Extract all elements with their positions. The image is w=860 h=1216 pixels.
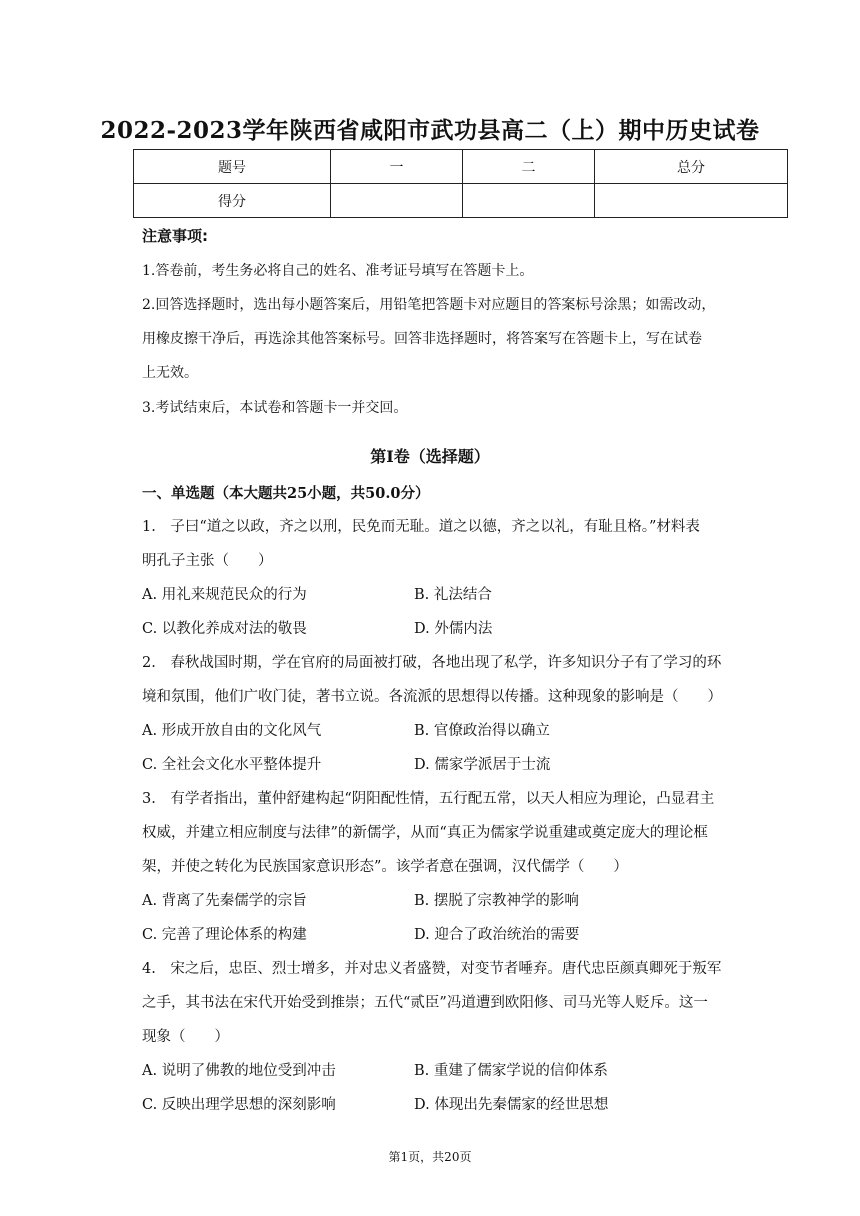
question-2-line: 2. 春秋战国时期，学在官府的局面被打破，各地出现了私学，许多知识分子有了学习的环 — [142, 655, 722, 671]
question-4-option-d: D. 体现出先秦儒家的经世思想 — [414, 1097, 609, 1113]
subsection-title: 一、单选题（本大题共25小题，共50.0分） — [142, 485, 430, 502]
score-header-cell: 一 — [331, 150, 463, 184]
question-2-option-c: C. 全社会文化水平整体提升 — [142, 757, 322, 773]
score-table — [133, 149, 788, 218]
question-1-option-a: A. 用礼来规范民众的行为 — [142, 587, 307, 603]
question-2-option-a: A. 形成开放自由的文化风气 — [142, 723, 322, 739]
question-1-line: 明孔子主张（ ） — [142, 553, 273, 569]
question-2-option-b: B. 官僚政治得以确立 — [414, 723, 550, 739]
question-2-option-d: D. 儒家学派居于士流 — [414, 757, 551, 773]
exam-title: 2022-2023学年陕西省咸阳市武功县高二（上）期中历史试卷 — [100, 117, 760, 144]
question-3-line: 3. 有学者指出，董仲舒建构起“阴阳配性情，五行配五常，以天人相应为理论，凸显君主 — [142, 791, 715, 807]
notice-line: 3.考试结束后，本试卷和答题卡一并交回。 — [142, 400, 408, 416]
question-1-line: 1. 子曰“道之以政，齐之以刑，民免而无耻。道之以德，齐之以礼，有耻且格。”材料表 — [142, 519, 700, 535]
score-header-cell: 总分 — [595, 150, 788, 184]
page-footer: 第1页，共20页 — [388, 1150, 472, 1164]
question-2-line: 境和氛围，他们广收门徒，著书立说。各流派的思想得以传播。这种现象的影响是（ ） — [142, 689, 722, 705]
score-table-score-row — [134, 184, 788, 218]
question-3-line: 权威，并建立相应制度与法律”的新儒学，从而“真正为儒家学说重建或奠定庞大的理论框 — [142, 825, 708, 841]
score-header-cell: 题号 — [134, 150, 331, 184]
question-4-line: 之手，其书法在宋代开始受到推崇；五代“贰臣”冯道遭到欧阳修、司马光等人贬斥。这一 — [142, 995, 708, 1011]
question-4-option-c: C. 反映出理学思想的深刻影响 — [142, 1097, 336, 1113]
notice-line: 上无效。 — [142, 365, 198, 381]
score-cell — [463, 184, 595, 218]
question-3-option-b: B. 摆脱了宗教神学的影响 — [414, 893, 579, 909]
question-4-option-a: A. 说明了佛教的地位受到冲击 — [142, 1063, 336, 1079]
score-row-label: 得分 — [134, 184, 331, 218]
question-3-option-a: A. 背离了先秦儒学的宗旨 — [142, 893, 307, 909]
score-cell — [595, 184, 788, 218]
notice-line: 1.答卷前，考生务必将自己的姓名、准考证号填写在答题卡上。 — [142, 263, 534, 279]
score-cell — [331, 184, 463, 218]
question-3-option-c: C. 完善了理论体系的构建 — [142, 927, 307, 943]
score-table-header-row — [134, 150, 788, 184]
notice-title: 注意事项: — [142, 227, 208, 245]
question-1-option-b: B. 礼法结合 — [414, 587, 492, 603]
notice-line: 用橡皮擦干净后，再选涂其他答案标号。回答非选择题时，将答案写在答题卡上，写在试卷 — [142, 331, 702, 347]
score-header-cell: 二 — [463, 150, 595, 184]
notice-line: 2.回答选择题时，选出每小题答案后，用铅笔把答题卡对应题目的答案标号涂黑；如需改动， — [142, 297, 716, 313]
question-1-option-c: C. 以教化养成对法的敬畏 — [142, 621, 307, 637]
question-4-option-b: B. 重建了儒家学说的信仰体系 — [414, 1063, 608, 1079]
question-4-line: 4. 宋之后，忠臣、烈士增多，并对忠义者盛赞，对变节者唾弃。唐代忠臣颜真卿死于叛军 — [142, 961, 722, 977]
question-1-option-d: D. 外儒内法 — [414, 621, 493, 637]
question-4-line: 现象（ ） — [142, 1029, 229, 1045]
section-title: 第I卷（选择题） — [370, 447, 490, 466]
question-3-line: 架，并使之转化为民族国家意识形态”。该学者意在强调，汉代儒学（ ） — [142, 859, 628, 875]
question-3-option-d: D. 迎合了政治统治的需要 — [414, 927, 580, 943]
